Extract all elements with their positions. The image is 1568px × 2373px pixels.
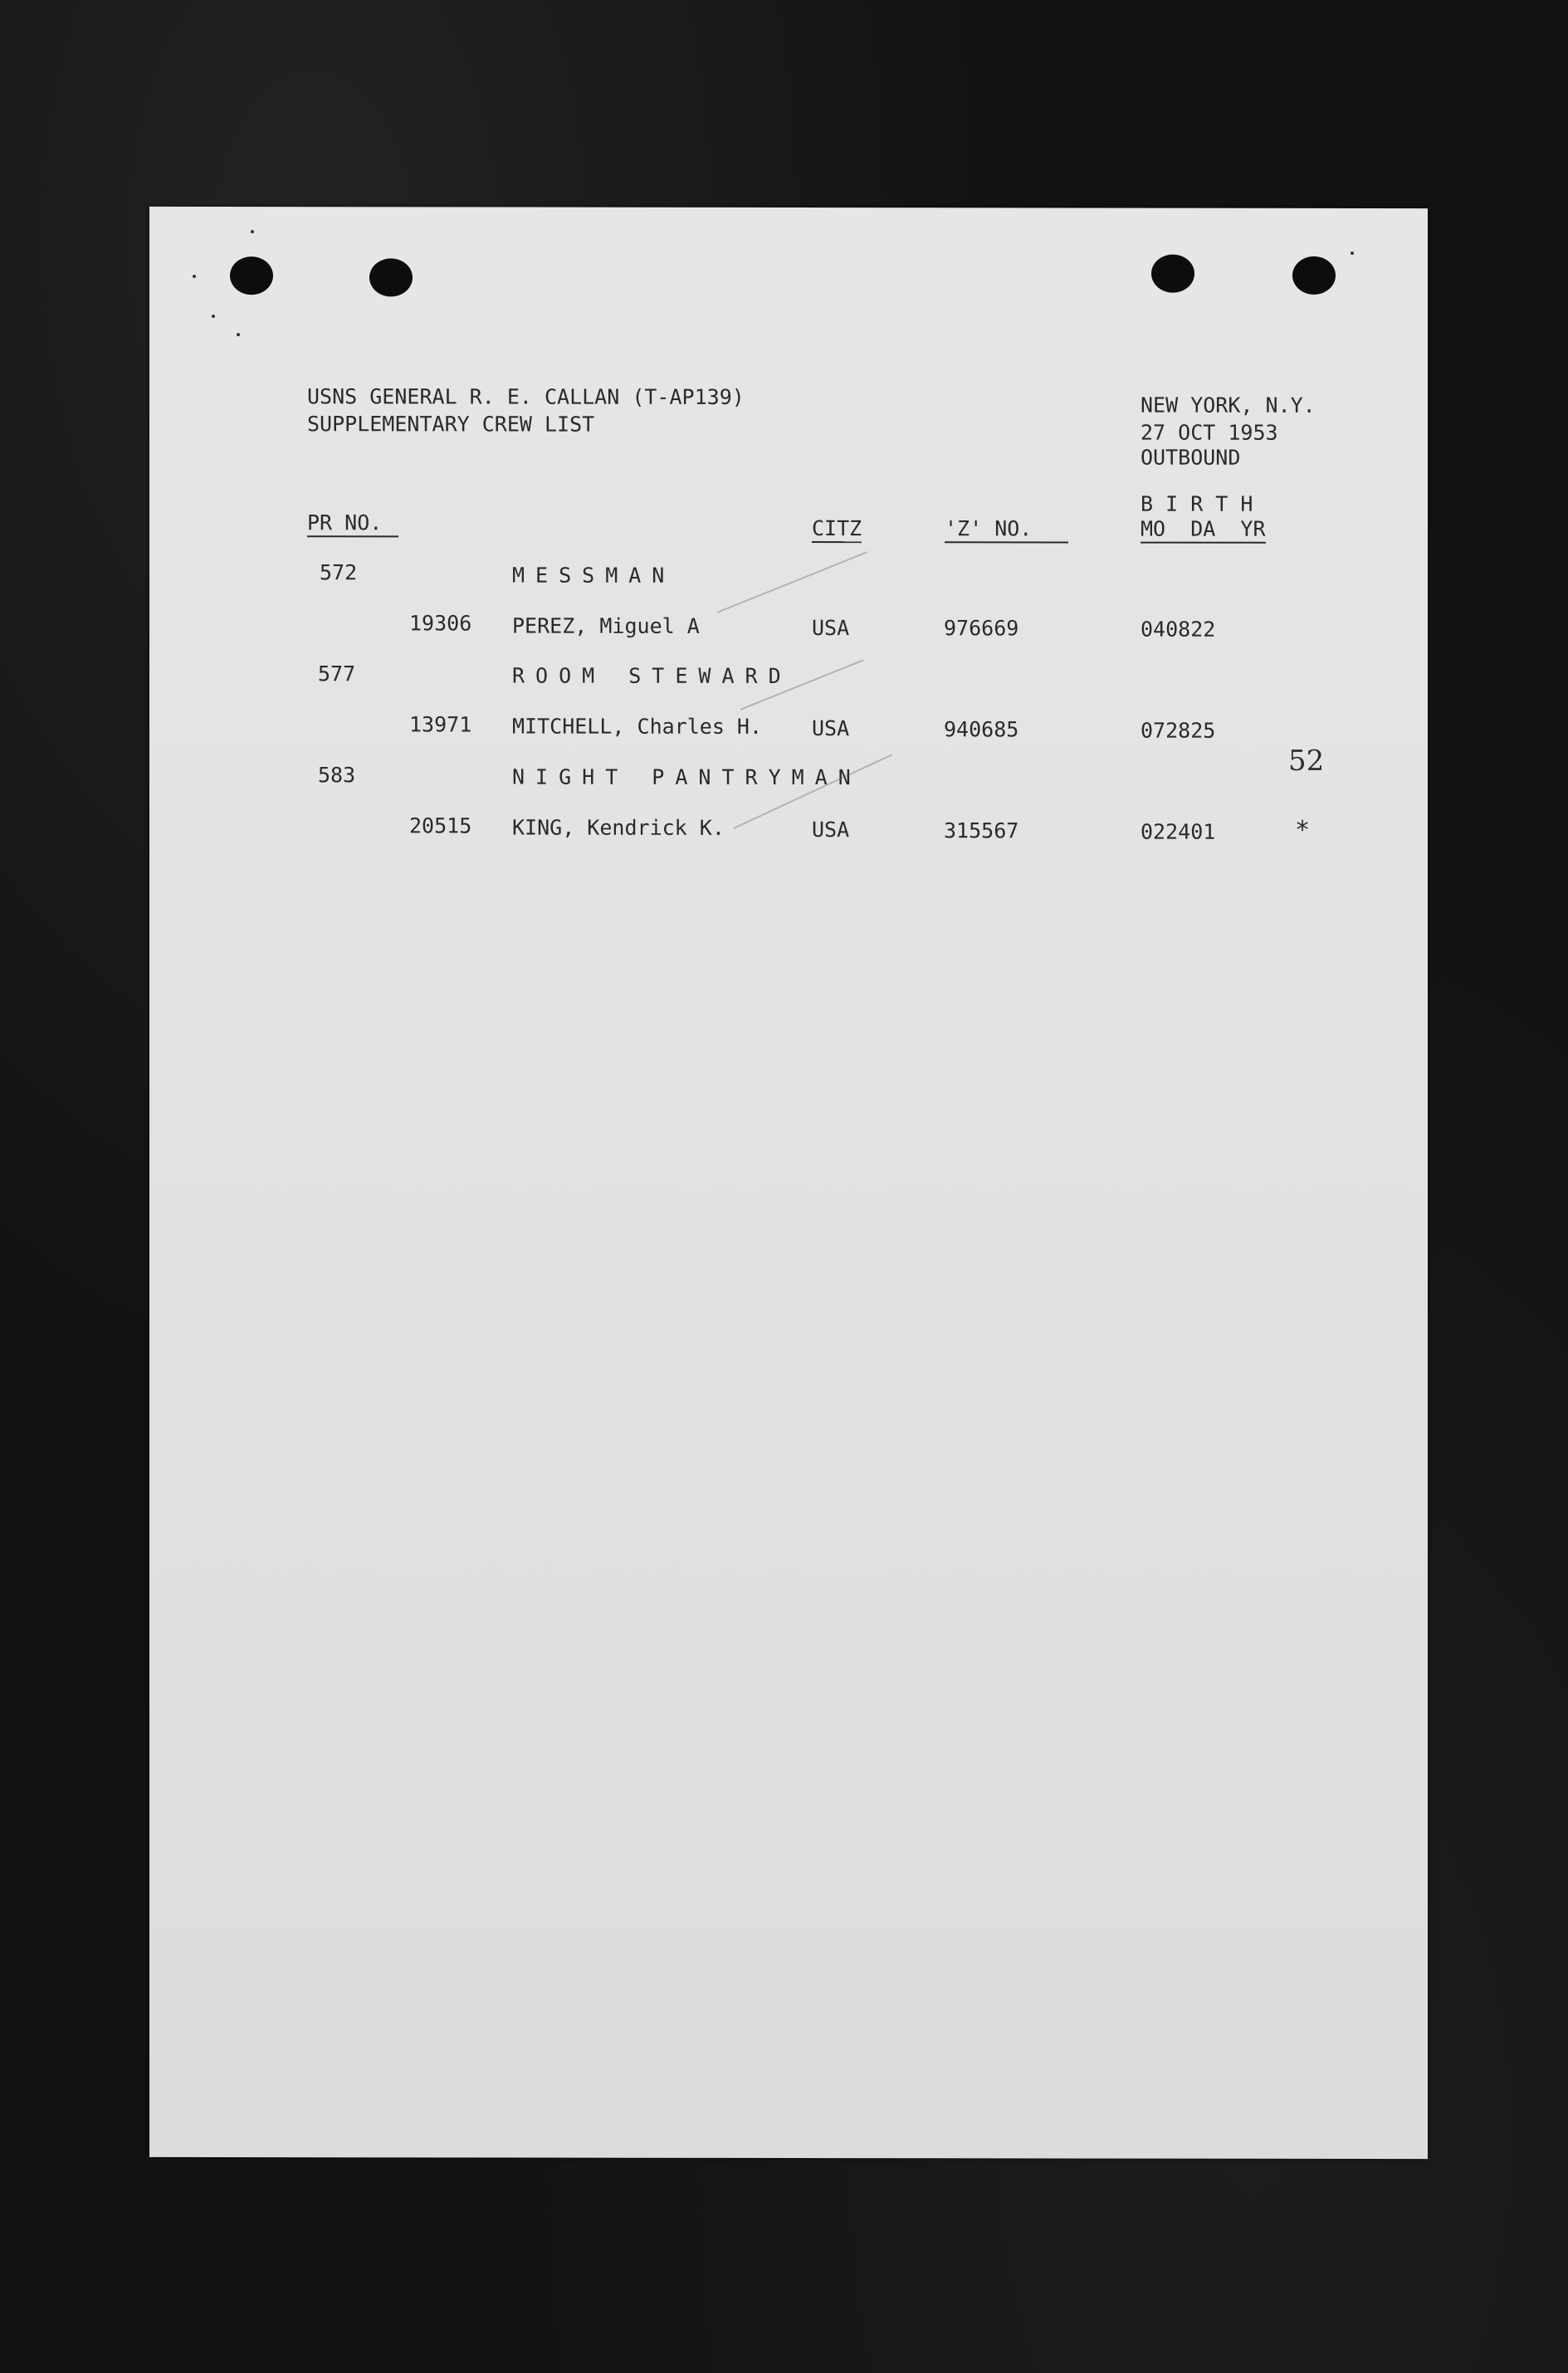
crew-name: KING, Kendrick K.: [512, 815, 725, 840]
crew-name: MITCHELL, Charles H.: [512, 714, 763, 739]
crew-z-number: 315567: [944, 818, 1019, 843]
asterisk-mark: *: [1295, 815, 1311, 845]
column-header-citz: CITZ: [812, 516, 862, 543]
crew-birth-date: 072825: [1141, 718, 1216, 743]
crew-citizenship: USA: [812, 616, 850, 641]
crew-payroll-number: 19306: [409, 611, 472, 636]
crew-birth-date: 022401: [1141, 819, 1216, 844]
punch-hole-3: [1151, 255, 1194, 293]
pr-number: 583: [318, 763, 356, 788]
punch-hole-1: [230, 256, 273, 295]
pr-number: 572: [320, 560, 358, 585]
crew-payroll-number: 20515: [409, 813, 472, 838]
port-name: NEW YORK, N.Y.: [1141, 393, 1316, 417]
column-header-birth-date: MO DA YR: [1141, 517, 1266, 544]
rating-title: ROOM STEWARD: [512, 663, 792, 689]
voyage-direction: OUTBOUND: [1141, 445, 1241, 470]
dust-speck: [237, 333, 240, 336]
column-header-z-no: 'Z' NO.: [945, 516, 1068, 543]
pencil-mark: [717, 551, 868, 613]
crew-payroll-number: 13971: [409, 712, 472, 737]
document-page: [149, 207, 1428, 2159]
dust-speck: [1351, 251, 1354, 255]
column-header-pr-no: PR NO.: [307, 510, 398, 537]
rating-title: MESSMAN: [512, 563, 676, 588]
crew-z-number: 940685: [944, 717, 1019, 742]
pr-number: 577: [318, 662, 356, 686]
punch-hole-2: [369, 258, 413, 296]
ship-name: USNS GENERAL R. E. CALLAN (T-AP139): [307, 384, 745, 409]
crew-birth-date: 040822: [1141, 617, 1216, 642]
column-header-birth: B I R T H: [1141, 491, 1253, 516]
dust-speck: [212, 315, 215, 318]
page-number: 52: [1288, 744, 1325, 778]
rating-title: NIGHT PANTRYMAN: [512, 764, 862, 790]
crew-citizenship: USA: [812, 818, 850, 842]
list-date: 27 OCT 1953: [1141, 420, 1278, 445]
dust-speck: [251, 230, 254, 233]
crew-name: PEREZ, Miguel A: [512, 613, 700, 638]
list-title: SUPPLEMENTARY CREW LIST: [307, 412, 595, 437]
punch-hole-4: [1292, 256, 1336, 295]
dust-speck: [193, 275, 196, 278]
crew-citizenship: USA: [812, 716, 850, 741]
crew-z-number: 976669: [944, 616, 1019, 641]
